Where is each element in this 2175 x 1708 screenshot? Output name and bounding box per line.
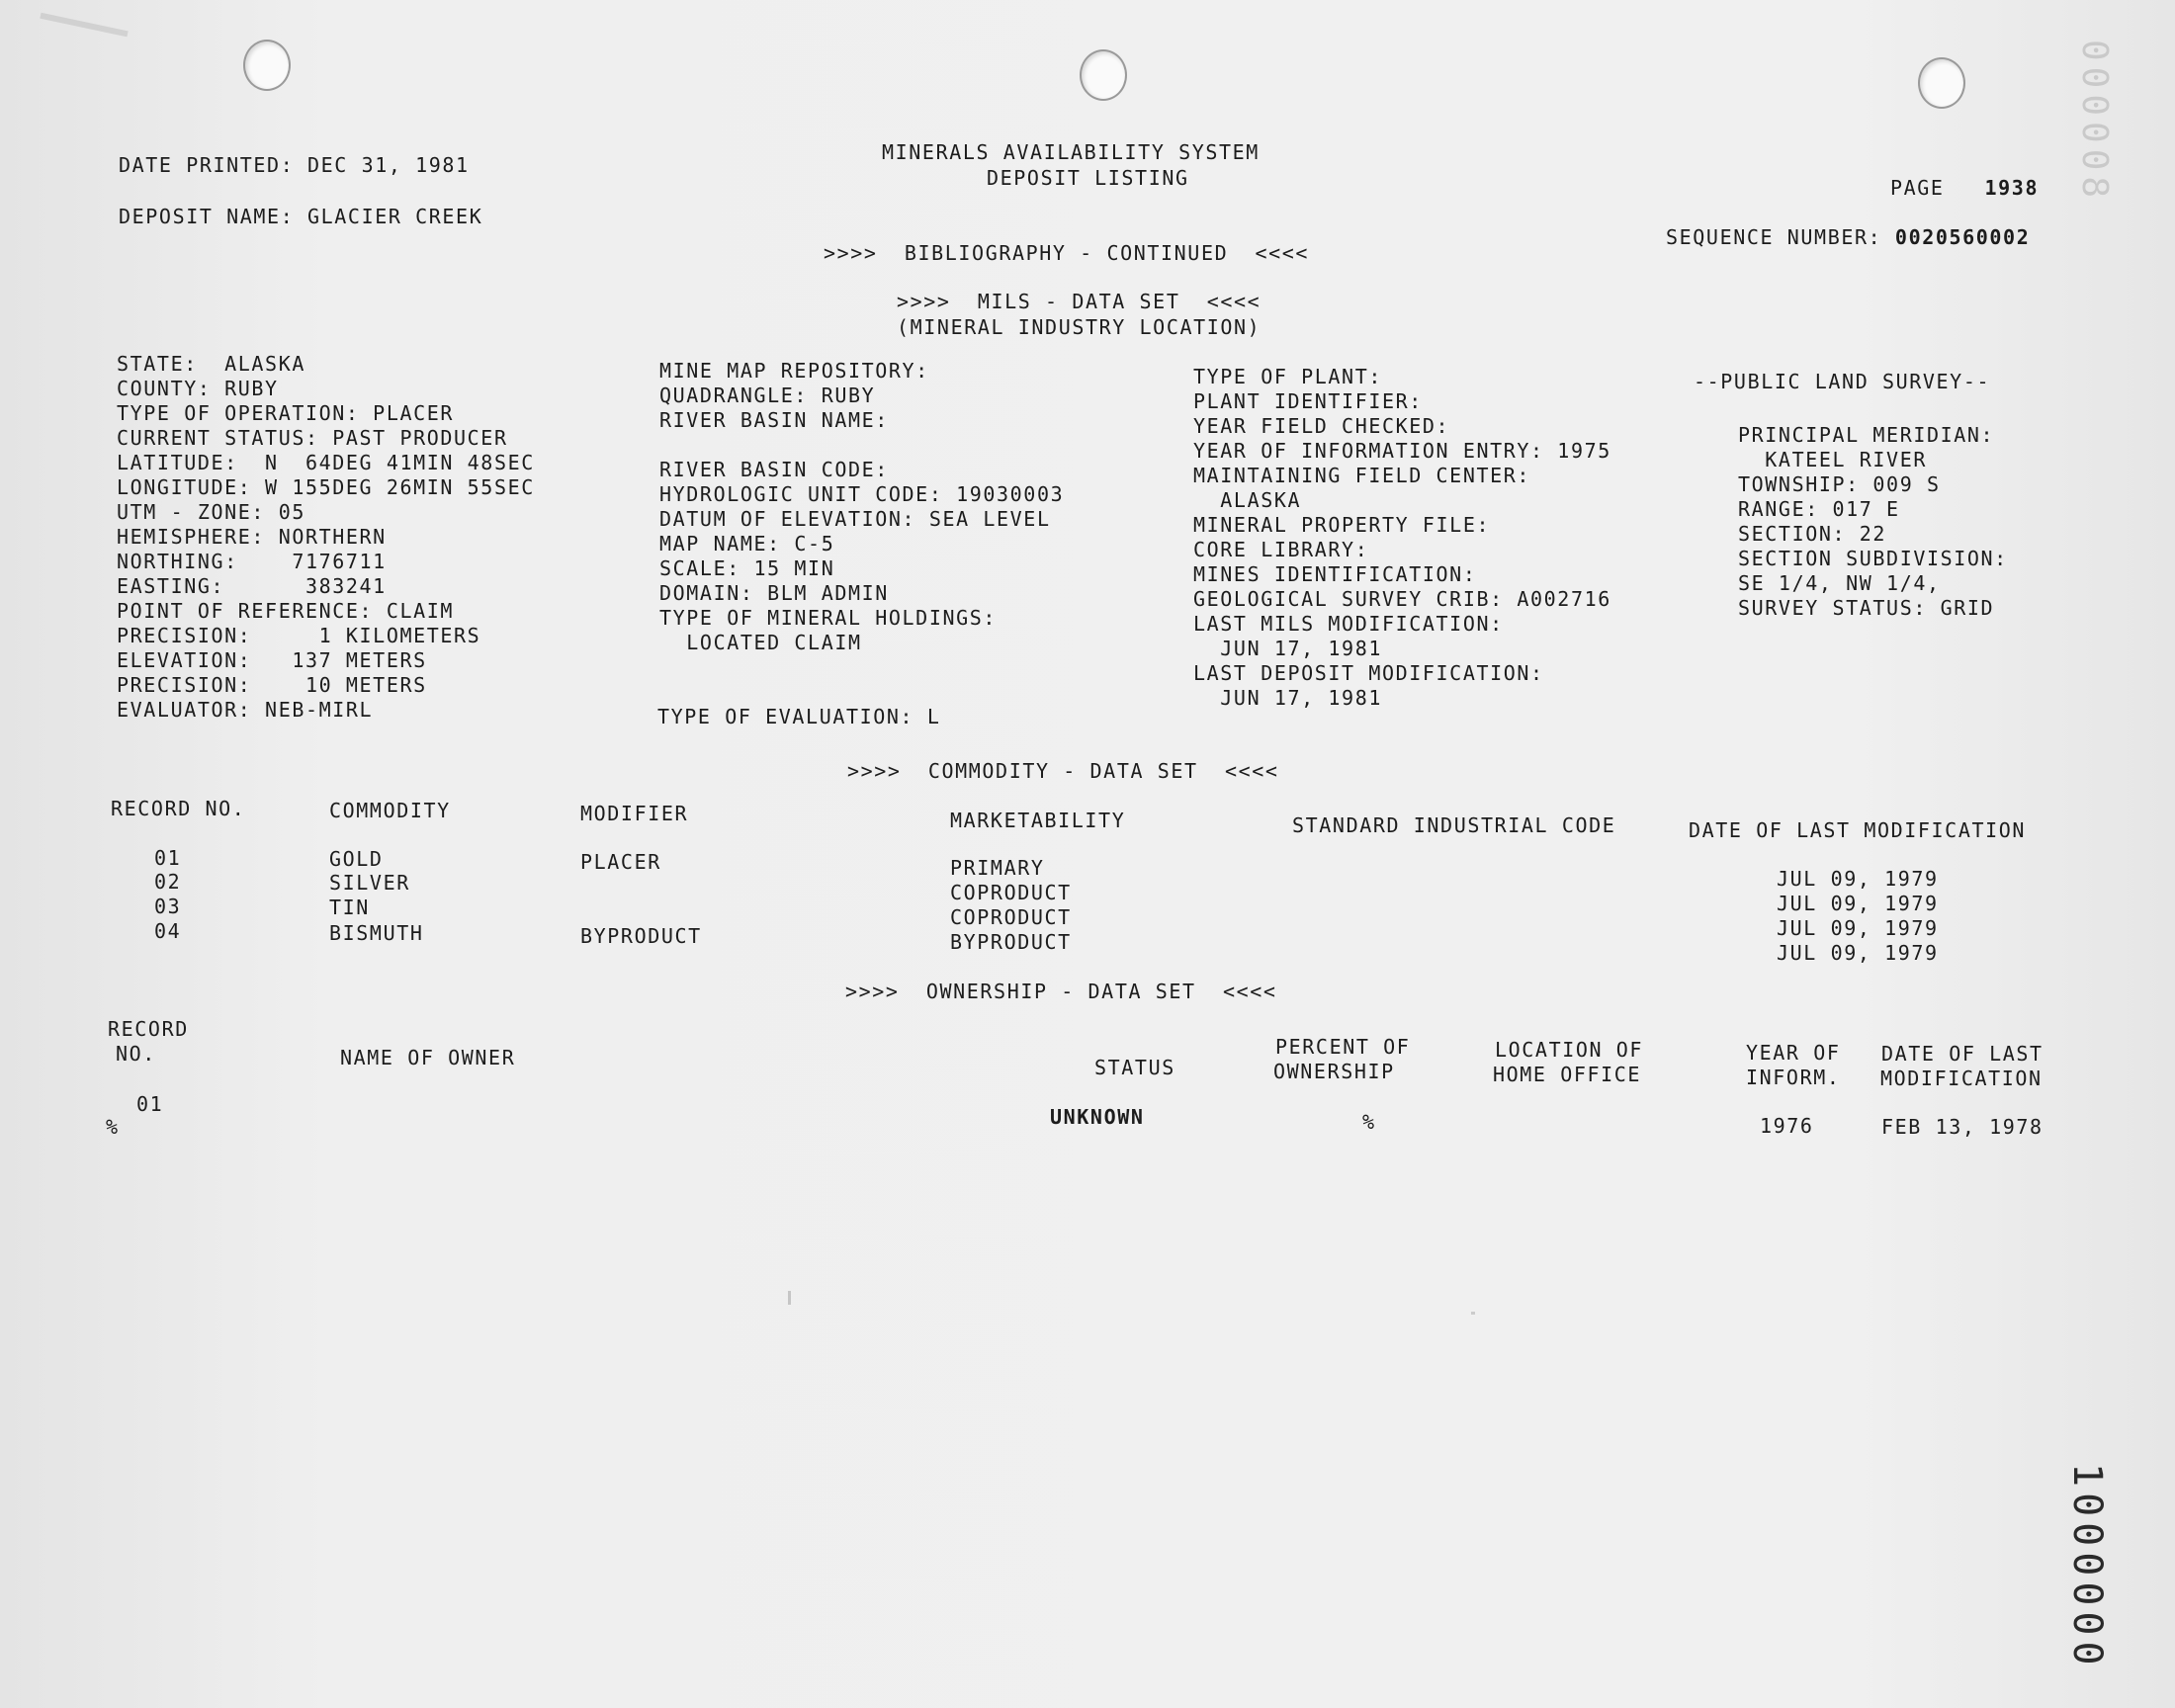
mils-field: YEAR OF INFORMATION ENTRY: 1975: [1193, 439, 1611, 463]
mils-field: STATE: ALASKA: [117, 352, 305, 376]
mils-field: DOMAIN: BLM ADMIN: [659, 581, 889, 605]
owner-marker: %: [106, 1115, 120, 1139]
page-label: PAGE: [1890, 176, 1945, 200]
commodity-record-no: 04: [154, 919, 182, 943]
mils-field: TYPE OF OPERATION: PLACER: [117, 401, 455, 425]
col-header-modifier: MODIFIER: [580, 802, 689, 825]
sequence-label: SEQUENCE NUMBER:: [1666, 225, 1882, 249]
deposit-name-value: GLACIER CREEK: [307, 205, 483, 228]
mils-field: CORE LIBRARY:: [1193, 538, 1369, 561]
commodity-date: JUL 09, 1979: [1777, 892, 1939, 915]
plss-field: KATEEL RIVER: [1738, 448, 1927, 471]
punch-hole-left: [243, 40, 291, 91]
mils-field: MINERAL PROPERTY FILE:: [1193, 513, 1491, 537]
commodity-modifier: PLACER: [580, 850, 661, 874]
col-header-percent: OWNERSHIP: [1273, 1060, 1395, 1083]
commodity-date: JUL 09, 1979: [1777, 867, 1939, 891]
listing-title: DEPOSIT LISTING: [987, 166, 1189, 190]
owner-date: FEB 13, 1978: [1881, 1115, 2044, 1139]
system-title: MINERALS AVAILABILITY SYSTEM: [882, 140, 1260, 164]
type-of-evaluation: TYPE OF EVALUATION: L: [657, 705, 941, 728]
mils-field: TYPE OF PLANT:: [1193, 365, 1382, 388]
col-header-date: DATE OF LAST MODIFICATION: [1689, 818, 2027, 842]
mils-field: JUN 17, 1981: [1193, 686, 1382, 710]
owner-status: UNKNOWN: [1050, 1105, 1145, 1129]
commodity-record-no: 02: [154, 870, 182, 894]
owner-percent: %: [1362, 1110, 1376, 1134]
mils-subheading: (MINERAL INDUSTRY LOCATION): [897, 315, 1262, 339]
col-header-percent: PERCENT OF: [1275, 1035, 1411, 1059]
punch-hole-center: [1080, 49, 1127, 101]
col-header-date: MODIFICATION: [1880, 1067, 2043, 1090]
punch-hole-right: [1918, 57, 1965, 109]
mils-field: EASTING: 383241: [117, 574, 387, 598]
mils-field: LAST DEPOSIT MODIFICATION:: [1193, 661, 1544, 685]
commodity-date: JUL 09, 1979: [1777, 941, 1939, 965]
mils-field: MAINTAINING FIELD CENTER:: [1193, 464, 1531, 487]
mils-field: GEOLOGICAL SURVEY CRIB: A002716: [1193, 587, 1611, 611]
owner-year: 1976: [1760, 1114, 1814, 1138]
commodity-marketability: PRIMARY: [950, 856, 1045, 880]
col-header-location: LOCATION OF: [1495, 1038, 1644, 1062]
mils-field: MINES IDENTIFICATION:: [1193, 562, 1477, 586]
page-indicator: [1890, 176, 2039, 200]
mils-field: LAST MILS MODIFICATION:: [1193, 612, 1504, 636]
page-number: 1938: [1984, 176, 2040, 200]
mils-heading: >>>> MILS - DATA SET <<<<: [897, 290, 1262, 313]
mils-field: SCALE: 15 MIN: [659, 556, 835, 580]
commodity-name: SILVER: [329, 871, 410, 895]
scan-speck: [1471, 1312, 1475, 1315]
plss-field: TOWNSHIP: 009 S: [1738, 472, 1941, 496]
plss-field: RANGE: 017 E: [1738, 497, 1900, 521]
mils-field: TYPE OF MINERAL HOLDINGS:: [659, 606, 998, 630]
mils-field: COUNTY: RUBY: [117, 377, 279, 400]
deposit-name: [119, 205, 482, 228]
commodity-heading: >>>> COMMODITY - DATA SET <<<<: [847, 759, 1279, 783]
commodity-modifier: BYPRODUCT: [580, 924, 702, 948]
mils-field: RIVER BASIN CODE:: [659, 458, 889, 481]
mils-field: ALASKA: [1193, 488, 1302, 512]
mils-field: POINT OF REFERENCE: CLAIM: [117, 599, 455, 623]
mils-field: MAP NAME: C-5: [659, 532, 835, 555]
mils-field: CURRENT STATUS: PAST PRODUCER: [117, 426, 508, 450]
bibliography-heading: >>>> BIBLIOGRAPHY - CONTINUED <<<<: [824, 241, 1310, 265]
faint-frame-number: 000008: [2074, 40, 2115, 205]
col-header-year: YEAR OF: [1746, 1041, 1841, 1065]
date-printed: [119, 153, 470, 177]
commodity-date: JUL 09, 1979: [1777, 916, 1939, 940]
owner-record-no: 01: [136, 1092, 164, 1116]
commodity-record-no: 01: [154, 846, 182, 870]
mils-field: YEAR FIELD CHECKED:: [1193, 414, 1450, 438]
commodity-marketability: COPRODUCT: [950, 905, 1072, 929]
mils-field: LONGITUDE: W 155DEG 26MIN 55SEC: [117, 475, 535, 499]
deposit-name-label: DEPOSIT NAME:: [119, 205, 295, 228]
mils-field: MINE MAP REPOSITORY:: [659, 359, 929, 383]
col-header-marketability: MARKETABILITY: [950, 809, 1126, 832]
plss-field: PRINCIPAL MERIDIAN:: [1738, 423, 1995, 447]
col-header-record: NO.: [116, 1042, 156, 1066]
mils-field: HEMISPHERE: NORTHERN: [117, 525, 387, 549]
mils-field: LOCATED CLAIM: [659, 631, 862, 654]
commodity-name: GOLD: [329, 847, 384, 871]
date-printed-value: DEC 31, 1981: [307, 153, 470, 177]
mils-field: HYDROLOGIC UNIT CODE: 19030003: [659, 482, 1065, 506]
sequence-value: 0020560002: [1894, 225, 2031, 249]
mils-field: QUADRANGLE: RUBY: [659, 384, 876, 407]
col-header-record: RECORD NO.: [111, 797, 246, 820]
col-header-record: RECORD: [108, 1017, 189, 1041]
plss-field: SURVEY STATUS: GRID: [1738, 596, 1995, 620]
plss-title: --PUBLIC LAND SURVEY--: [1694, 370, 1991, 393]
commodity-name: TIN: [329, 896, 370, 919]
col-header-year: INFORM.: [1746, 1066, 1841, 1089]
mils-field: JUN 17, 1981: [1193, 637, 1382, 660]
plss-field: SE 1/4, NW 1/4,: [1738, 571, 1941, 595]
col-header-commodity: COMMODITY: [329, 799, 451, 822]
mils-field: PRECISION: 1 KILOMETERS: [117, 624, 481, 647]
commodity-name: BISMUTH: [329, 921, 424, 945]
scan-speck: [788, 1291, 791, 1305]
col-header-location: HOME OFFICE: [1493, 1063, 1642, 1086]
plss-field: SECTION SUBDIVISION:: [1738, 547, 2008, 570]
commodity-marketability: BYPRODUCT: [950, 930, 1072, 954]
mils-field: DATUM OF ELEVATION: SEA LEVEL: [659, 507, 1051, 531]
mils-field: NORTHING: 7176711: [117, 550, 387, 573]
col-header-status: STATUS: [1094, 1056, 1175, 1079]
sequence-number: [1666, 225, 2030, 249]
corner-smudge: [40, 13, 128, 38]
mils-field: ELEVATION: 137 METERS: [117, 648, 427, 672]
mils-field: EVALUATOR: NEB-MIRL: [117, 698, 374, 722]
col-header-date: DATE OF LAST: [1881, 1042, 2044, 1066]
ownership-heading: >>>> OWNERSHIP - DATA SET <<<<: [845, 980, 1277, 1003]
date-printed-label: DATE PRINTED:: [119, 153, 295, 177]
mils-field: UTM - ZONE: 05: [117, 500, 305, 524]
commodity-record-no: 03: [154, 895, 182, 918]
col-header-sic: STANDARD INDUSTRIAL CODE: [1292, 813, 1616, 837]
mils-field: LATITUDE: N 64DEG 41MIN 48SEC: [117, 451, 535, 474]
plss-field: SECTION: 22: [1738, 522, 1887, 546]
commodity-marketability: COPRODUCT: [950, 881, 1072, 904]
frame-number: 1000000: [2064, 1463, 2110, 1671]
mils-field: PRECISION: 10 METERS: [117, 673, 427, 697]
mils-field: RIVER BASIN NAME:: [659, 408, 889, 432]
mils-field: PLANT IDENTIFIER:: [1193, 389, 1423, 413]
col-header-owner: NAME OF OWNER: [340, 1046, 516, 1069]
